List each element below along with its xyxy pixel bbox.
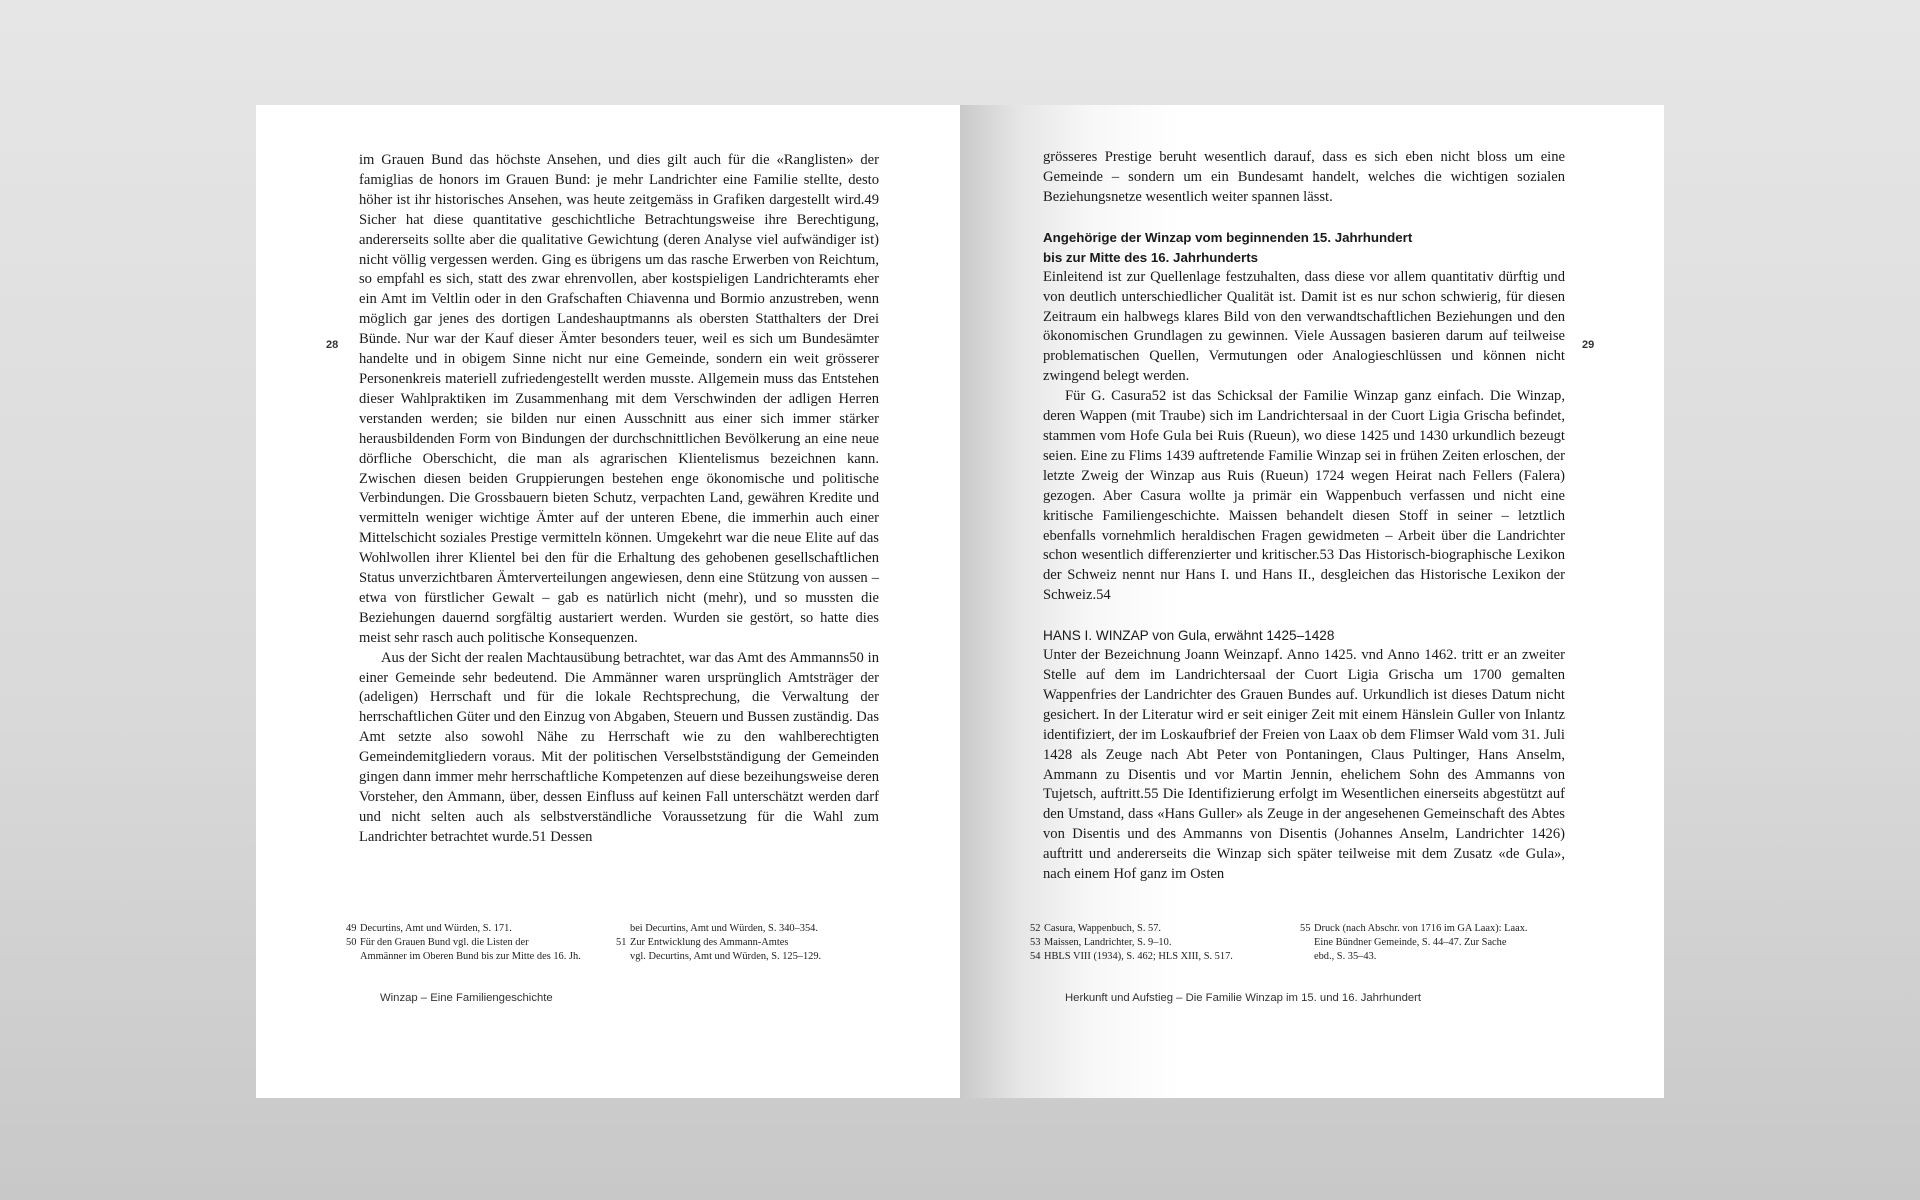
paragraph: Aus der Sicht der realen Machtausübung betrachtet, war das Amt des Ammanns50 in einer Gemeinde sehr bedeutend. Die Ammänner waren ursprünglich Amtsträger der (adeligen) Herrschaft und für die lokale Rechtsprechung, die Verwaltung der herrschaftlichen Güter und den Einzug von Abgaben, Steuern und Bussen zuständig. Das Amt setzte also sowohl Nähe zu Herrschaft wie zu den wahlberechtigten Gemeindemitgliedern voraus. Mit der politischen Verselbstständigung der Gemeinden gingen dann immer mehr herrschaftliche Kompetenzen auf diese bezeihungsweise deren Vorsteher, den Ammann, über, dessen Einfluss auf keinen Fall unterschätzt werden darf und nicht selten auch als selbstverständliche Voraussetzung für die Wahl zum Landrichter betrachtet wurde.51 Dessen bbox=[359, 649, 879, 845]
body-text bbox=[1043, 148, 1565, 885]
footnote: Eine Bündner Gemeinde, S. 44–47. Zur Sache bbox=[1314, 937, 1507, 948]
footnote: Ammänner im Oberen Bund bis zur Mitte des 16. Jh. bbox=[360, 951, 581, 962]
running-footer: Winzap – Eine Familiengeschichte bbox=[380, 992, 553, 1004]
right-page bbox=[960, 105, 1664, 1098]
footnote-column bbox=[1030, 922, 1300, 964]
paragraph: Einleitend ist zur Quellenlage festzuhalten, dass diese vor allem quantitativ dürftig und von deutlich unterschiedlicher Qualität ist. Damit ist es nur schon schwierig, für diesen Zeitraum ein halbwegs klares Bild von den verwandtschaftlichen Beziehungen und den ökonomischen Grundlagen zu gewinnen. Viele Aussagen basieren darum auf teilweise problematischen Quellen, Vermutungen oder Analogieschlüssen und können nicht zwingend belegt werden. bbox=[1043, 268, 1565, 385]
page-number: 28 bbox=[326, 339, 339, 351]
footnote: ebd., S. 35–43. bbox=[1314, 951, 1377, 962]
footnote-column bbox=[346, 922, 616, 964]
footnotes bbox=[346, 922, 886, 964]
paragraph: Für G. Casura52 ist das Schicksal der Familie Winzap ganz einfach. Die Winzap, deren Wappen (mit Traube) sich im Landrichtersaal in der Cuort Ligia Grischa befindet, stammen vom Hofe Gula bei Ruis (Rueun), wo diese 1425 und 1430 urkundlich bezeugt seien. Eine zu Flims 1439 auftretende Familie Winzap sei in frühen Zeiten erloschen, der letzte Zweig der Winzap aus Ruis (Rueun) 1724 wegen Heirat nach Fellers (Falera) gezogen. Aber Casura wollte ja primär ein Wappenbuch verfassen und nicht eine kritische Familiengeschichte. Maissen behandelt diesen Stoff in seiner – letztlich ebenfalls vornehmlich heraldischen Fragen gewidmeten – Arbeit über die Landrichter schon wesentlich differenzierter und kritischer.53 Das Historisch-biographische Lexikon der Schweiz nennt nur Hans I. und Hans II., desgleichen das Historische Lexikon der Schweiz.54 bbox=[1043, 388, 1565, 604]
footnote: 49 Decurtins, Amt und Würden, S. 171. bbox=[346, 923, 512, 934]
footnote: bei Decurtins, Amt und Würden, S. 340–354. bbox=[630, 923, 818, 934]
footnote: 53 Maissen, Landrichter, S. 9–10. bbox=[1030, 937, 1172, 948]
body-text bbox=[359, 151, 879, 848]
footnote: 50 Für den Grauen Bund vgl. die Listen der bbox=[346, 937, 529, 948]
paragraph: im Grauen Bund das höchste Ansehen, und dies gilt auch für die «Ranglisten» der famiglias de honors im Grauen Bund: je mehr Landrichter eine Familie stellte, desto höher ist ihr historisches Ansehen, was heute zeitgemäss in Grafiken dargestellt wird.49 Sicher hat diese quantitative geschichtliche Betrachtungsweise ihre Berechtigung, andererseits sollte aber die qualitative Gewichtung (deren Analyse viel aufwändiger ist) nicht völlig vergessen werden. Ging es übrigens um das rasche Erwerben von Reichtum, so empfahl es sich, statt des zwar ehrenvollen, aber kostspieligen Landrichteramts eher ein Amt im Veltlin oder in den Grafschaften Chiavenna und Bormio anzustreben, wenn möglich gar jenes des dortigen Landeshauptmanns als obersten Statthalters der Drei Bünde. Nur war der Kauf dieser Ämter besonders teuer, weil es sich um Bundesämter handelte und in obigem Sinne nicht nur eine Gemeinde, sondern ein weit grösserer Personenkreis materiell zufriedengestellt werden musste. Allgemein muss das Entstehen dieser Wahlpraktiken im Zusammenhang mit dem Verschwinden der adligen Herren verstanden werden; sie bilden nur einen Ausschnitt aus einer sich immer stärker herausbildenden Form von Bindungen der durchschnittlichen Bevölkerung an eine neue dörfliche Oberschicht, die man als agrarischen Klientelismus bezeichnen kann. Zwischen diesen beiden Gruppierungen bestehen enge ökonomische und politische Verbindungen. Die Grossbauern bieten Schutz, verpachten Land, gewähren Kredite und vermitteln weniger wichtige Ämter auf der unteren Ebene, die immerhin auch einer Mittelschicht soziales Prestige vermitteln können. Umgekehrt war die neue Elite auf das Wohlwollen ihrer Klientel bei den für die Erhaltung des gehobenen gesellschaftlichen Status unverzichtbaren Ämterverteilungen angewiesen, denn eine Stützung von aussen – etwa von fürstlicher Gewalt – gab es natürlich nicht (mehr), und so mussten die Beziehungen dauernd sorgfältig austariert werden. Wurden sie gestört, so hatte dies meist sehr rasch auch politische Konsequenzen. bbox=[359, 152, 879, 646]
running-footer: Herkunft und Aufstieg – Die Familie Winzap im 15. und 16. Jahrhundert bbox=[1065, 992, 1422, 1004]
footnote-column bbox=[616, 922, 886, 964]
footnote: 52 Casura, Wappenbuch, S. 57. bbox=[1030, 923, 1162, 934]
footnote: vgl. Decurtins, Amt und Würden, S. 125–129. bbox=[630, 951, 822, 962]
subsection-heading: HANS I. WINZAP von Gula, erwähnt 1425–1428 bbox=[1043, 628, 1335, 644]
page-number: 29 bbox=[1582, 339, 1595, 351]
paragraph: Unter der Bezeichnung Joann Weinzapf. Anno 1425. vnd Anno 1462. tritt er an zweiter Stelle auf dem im Landrichtersaal der Cuort Ligia Grischa um 1700 gemalten Wappenfries der Landrichter des Grauen Bundes auf. Urkundlich ist dieses Datum nicht gesichert. In der Literatur wird er seit einiger Zeit mit einem Hänslein Guller von Inlantz identifiziert, der im Loskaufbrief der Freien von Laax ob dem Flimser Wald vom 31. Juli 1428 als Zeuge nach Abt Peter von Pontaningen, Claus Pultinger, Hans Anselm, Ammann zu Disentis und vor Martin Jennin, ehelichem Sohn des Ammanns von Tujetsch, auftritt.55 Die Identifizierung erfolgt im Wesentlichen einerseits abgestützt auf den Umstand, dass «Hans Guller» als Zeuge in der angesehenen Gemeinschaft des Abtes von Disentis und des Ammanns von Disentis (Johannes Anselm, Landrichter 1426) auftritt und andererseits die Winzap sich später teilweise mit dem Zusatz «de Gula», nach einem Hof ganz im Osten bbox=[1043, 647, 1565, 883]
section-heading: Angehörige der Winzap vom beginnenden 15. Jahrhundert bis zur Mitte des 16. Jahrhunderts bbox=[1043, 229, 1413, 265]
paragraph: grösseres Prestige beruht wesentlich darauf, dass es sich eben nicht bloss um eine Gemeinde – sondern um ein Bundesamt handelt, welches die wichtigen sozialen Beziehungsnetze wesentlich weiter spannen lässt. bbox=[1043, 149, 1565, 205]
left-page bbox=[256, 105, 960, 1098]
footnote-column bbox=[1300, 922, 1570, 964]
footnotes bbox=[1030, 922, 1570, 964]
footnote: 54 HBLS VIII (1934), S. 462; HLS XIII, S. 517. bbox=[1030, 951, 1233, 962]
footnote: 55 Druck (nach Abschr. von 1716 im GA Laax): Laax. bbox=[1300, 923, 1528, 934]
footnote: 51 Zur Entwicklung des Ammann-Amtes bbox=[616, 937, 789, 948]
